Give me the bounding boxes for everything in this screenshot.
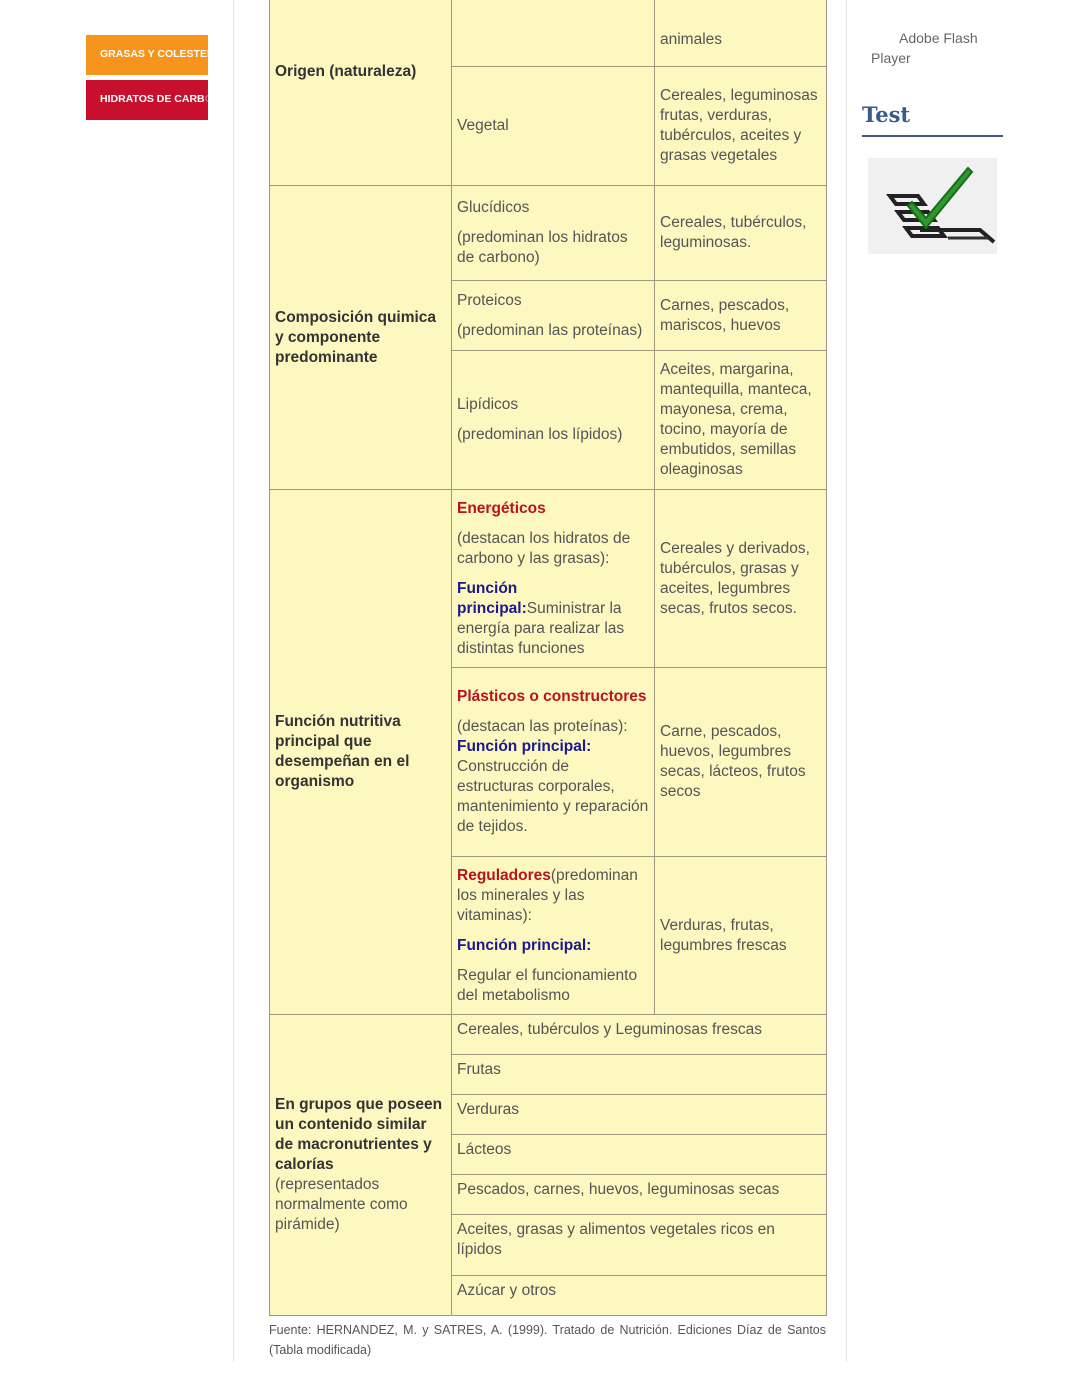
function-text: Regular el funcionamiento del metabolismo [457,966,638,1004]
type-name: Glucídicos [457,199,530,216]
category-note: (representados normalmente como pirámide) [275,1176,408,1233]
foods-cell: Aceites, margarina, mantequilla, manteca, mayonesa, crema, tocino, mayoría de embutidos, semillas oleaginosas [655,351,827,490]
group-item: Lácteos [452,1135,827,1175]
type-title: Plásticos o constructores [457,688,647,705]
adobe-flash-link[interactable] [871,28,978,68]
sidebar-link-label: HIDRATOS DE CARB [100,93,205,105]
type-note: (predominan las proteínas) [457,321,643,339]
category-cell-funcion: Función nutritiva principal que desempeñan en el organismo [270,490,452,1015]
sidebar-link-hidratos[interactable] [86,80,229,120]
type-name: Proteicos [457,291,522,309]
test-heading: Test [862,102,911,127]
checklist-icon[interactable] [868,158,997,254]
type-cell [452,186,655,281]
foods-cell: Cereales, tubérculos, leguminosas. [655,186,827,281]
type-cell [452,281,655,351]
sidebar-link-label: GRASAS Y COLESTER [100,48,215,60]
type-note: (destacan las proteínas): [457,718,628,735]
sidebar-link-label-overflow: OL [214,48,230,60]
flash-line-1: Adobe Flash [899,30,978,46]
sidebar-link-grasas[interactable] [86,35,230,75]
type-note: (predominan los minerales y las vitaminas): [457,866,638,924]
type-title: Energéticos [457,499,546,517]
heading-underline [862,135,1003,137]
foods-cell: Cereales y derivados, tubérculos, grasas y aceites, legumbres secas, frutos secos. [655,490,827,668]
foods-cell: Carnes, pescados, mariscos, huevos [655,281,827,351]
type-cell [452,668,655,857]
group-item: Frutas [452,1055,827,1095]
type-note: (predominan los lípidos) [457,426,623,443]
food-classification-table [269,0,827,1316]
foods-cell: Verduras, frutas, legumbres frescas [655,857,827,1015]
type-note: (destacan los hidratos de carbono y las grasas): [457,529,631,567]
table-row [270,1015,827,1055]
foods-cell: animales [655,0,827,67]
group-item: Cereales, tubérculos y Leguminosas frescas [452,1015,827,1055]
table-source-citation: Fuente: HERNANDEZ, M. y SATRES, A. (1999). Tratado de Nutrición. Ediciones Díaz de Santos (Tabla modificada) [269,1323,826,1357]
foods-cell: Carne, pescados, huevos, legumbres secas, lácteos, frutos secos [655,668,827,857]
flash-line-2: Player [871,50,911,66]
function-label: Función principal: [457,738,592,755]
type-note: (predominan los hidratos de carbono) [457,229,628,266]
table-row [270,186,827,281]
function-label: Función principal: [457,936,592,954]
type-title: Reguladores [457,866,551,884]
content-divider-right [846,0,847,1362]
type-name: Lipídicos [457,396,519,413]
group-item: Verduras [452,1095,827,1135]
table-row [270,0,827,67]
category-cell-composicion: Composición quimica y componente predominante [270,186,452,490]
function-text: Construcción de estructuras corporales, mantenimiento y reparación de tejidos. [457,758,649,835]
function-text: Suministrar la energía para realizar las distintas funciones [457,599,625,657]
sidebar-link-label-overflow: ONO [204,93,229,105]
type-cell [452,490,655,668]
group-item: Aceites, grasas y alimentos vegetales ricos en lípidos [452,1215,827,1276]
category-cell-grupos [270,1015,452,1316]
category-title: En grupos que poseen un contenido similar de macronutrientes y calorías [275,1096,443,1173]
foods-cell: Cereales, leguminosas frutas, verduras, tubérculos, aceites y grasas vegetales [655,67,827,186]
content-divider-left [233,0,234,1362]
group-item: Pescados, carnes, huevos, leguminosas secas [452,1175,827,1215]
type-cell [452,0,655,67]
type-cell [452,857,655,1015]
group-item: Azúcar y otros [452,1276,827,1316]
category-cell-origen: Origen (naturaleza) [270,0,452,186]
table-row [270,490,827,668]
function-label: Función principal: [457,579,527,617]
type-cell [452,351,655,490]
type-cell: Vegetal [452,67,655,186]
